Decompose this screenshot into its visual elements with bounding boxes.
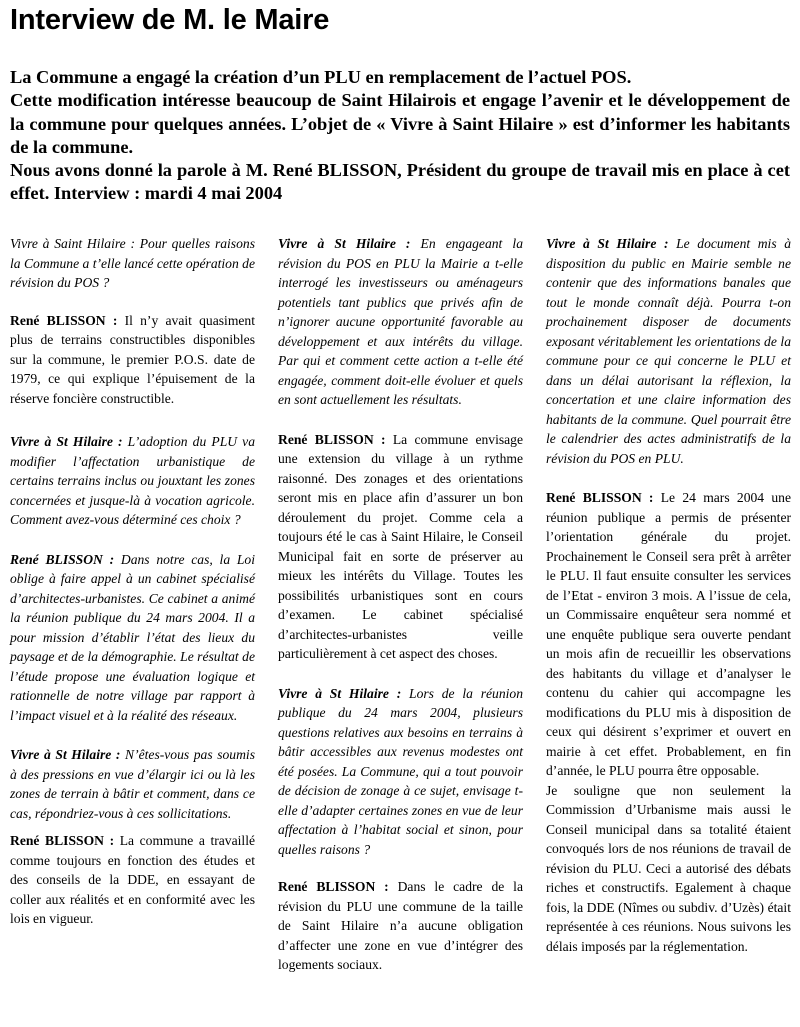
question-speaker: Vivre à St Hilaire : — [10, 434, 123, 449]
question-speaker: Vivre à Saint Hilaire : — [10, 236, 135, 251]
answer — [278, 877, 523, 975]
question-speaker: Vivre à St Hilaire : — [278, 685, 402, 701]
question-text: Le document mis à disposition du public en Mairie semble ne contenir que des informations banales que tout le monde connaît déjà. Pourra t-on prochainement disposer de documents exposant véritablement les orientations de la commune pour ce qui concerne le PLU et dans un délai autorisant la réflexion, la concertation et une claire information des habitants de la commune. Quel pourrait être le calendrier des actes administratifs de la révision du POS en PLU. — [546, 236, 792, 466]
question-text: Lors de la réunion publique du 24 mars 2004, plusieurs questions relatives aux besoins en terrains à bâtir accessibles aux revenus modestes ont été posées. La Commune, qui a tout pouvoir de décision de zonage à ce sujet, envisage t-elle d’adapter certaines zones en vue de leur affectation à l’habitat social et sinon, pour quelles raisons ? — [278, 685, 523, 857]
answer — [10, 550, 255, 726]
column-3 — [546, 234, 791, 956]
question — [10, 745, 255, 823]
question — [278, 234, 523, 410]
page-title: Interview de M. le Maire — [10, 4, 330, 36]
intro-paragraph: Nous avons donné la parole à M. René BLISSON, Président du groupe de travail mis en place à cet effet. Interview : mardi 4 mai 2004 — [10, 160, 790, 204]
answer-continuation — [546, 781, 791, 957]
question-text: N’êtes-vous pas soumis à des pressions en vue d’élargir ici ou là les zones de terrain à bâtir et comment, dans ce cas, répondriez-vous à ces sollicitations. — [10, 747, 255, 821]
question-speaker: Vivre à St Hilaire : — [546, 236, 669, 251]
answer — [10, 311, 255, 409]
answer — [278, 430, 523, 664]
intro-paragraph: Cette modification intéresse beaucoup de Saint Hilairois et engage l’avenir et le développement de la commune pour quelques années. L’objet de « Vivre à Saint Hilaire » est d’informer les habitants de la commune. — [10, 90, 790, 157]
question-text: L’adoption du PLU va modifier l’affectation urbanistique de certains terrains inclus ou jouxtant les zones concernées et jusque-là à vocation agricole. Comment avez-vous déterminé ces choix ? — [10, 434, 255, 527]
answer-text: Le 24 mars 2004 une réunion publique a permis de présenter l’orientation générale du projet. Prochainement le Conseil sera prêt à arrêter le PLU. Il faut ensuite consulter les services de l’Etat - environ 3 mois. A l’issue de cela, un Commissaire enquêteur sera nommé et une enquête publique sera ouverte pendant un mois afin de recueillir les observations des habitants du village et d’analyser le contenu du cahier qui accompagne les modifications du PLU mis à disposition de ceux qui désirent s’exprimer et ouvert en mairie à cet effet. Probablement, en fin d’année, le PLU pourra être opposable. — [546, 490, 791, 778]
answer-speaker: René BLISSON : — [10, 833, 115, 848]
answer-text: Dans le cadre de la révision du PLU une commune de la taille de Saint Hilaire n’a aucune obligation d’affecter une zone en vue d’intégrer des logements sociaux. — [278, 879, 523, 972]
question — [10, 432, 255, 530]
answer-speaker: René BLISSON : — [278, 879, 389, 894]
question — [278, 684, 523, 860]
answer-text: Dans notre cas, la Loi oblige à faire appel à un cabinet spécialisé d’architectes-urbanistes. Ce cabinet a animé la réunion publique du 24 mars 2004. Il a pour mission d’établir l’état des lieux du paysage et de la démographie. Le résultat de l’étude propose une évaluation logique et rationnelle de notre village par rapport à l’impact visuel et à la réalité des réseaux. — [10, 551, 256, 723]
question-text: En engageant la révision du POS en PLU la Mairie a t-elle interrogé les investisseurs ou aménageurs potentiels tant publics que privés afin de n’ignorer aucune opportunité favorable au développement et aux intérêts du village. Par qui et comment cette action a t-elle été engagée, comment doit-elle évoluer et quels en sont actuellement les résultats. — [278, 236, 523, 407]
answer-speaker: René BLISSON : — [546, 490, 654, 505]
question-text: Pour quelles raisons la Commune a t’elle lancé cette opération de révision du POS ? — [10, 236, 255, 290]
answer — [10, 831, 255, 929]
answer-text: Il n’y avait quasiment plus de terrains constructibles disponibles sur la commune, le premier P.O.S. date de 1979, ce qui explique l’épuisement de la réserve foncière constructible. — [10, 312, 256, 406]
answer-speaker: René BLISSON : — [278, 431, 386, 447]
answer-text: La commune a travaillé comme toujours en fonction des études et des conseils de la DDE, en essayant de coller aux réalités et en conformité avec les lois en vigueur. — [10, 833, 256, 926]
answer — [546, 488, 791, 781]
column-1 — [10, 234, 255, 929]
question-speaker: Vivre à St Hilaire : — [278, 236, 411, 251]
question — [10, 234, 255, 293]
answer-text: La commune envisage une extension du village à un rythme raisonné. Des zonages et des orientations seront mis en place afin d’assurer un bon déroulement du projet. Comme cela a toujours été le cas à Saint Hilaire, le Conseil Municipal fait en sorte de préserver au mieux les intérêts du Village. Toutes les possibilités urbanistiques sont en cours d’examen. Le cabinet spécialisé d’architectes-urbanistes veille particulièrement à cet aspect des choses. — [278, 431, 523, 661]
answer-text: Je souligne que non seulement la Commission d’Urbanisme mais aussi le Conseil municipal dans sa totalité étaient convoqués lors de nos réunions de travail de révision du PLU. Ceci a autorisé des débats riches et constructifs. Egalement à chaque fois, la DDE (Nîmes ou subdiv. d’Uzès) était représentée à ces réunions. Nous suivons les délais imposés par la réglementation. — [546, 782, 791, 954]
question-speaker: Vivre à St Hilaire : — [10, 747, 121, 762]
answer-speaker: René BLISSON : — [10, 312, 118, 328]
question — [546, 234, 791, 468]
intro-paragraph: La Commune a engagé la création d’un PLU en remplacement de l’actuel POS. — [10, 67, 632, 87]
answer-speaker: René BLISSON : — [10, 551, 115, 567]
column-2 — [278, 234, 523, 975]
intro-block — [10, 66, 790, 206]
